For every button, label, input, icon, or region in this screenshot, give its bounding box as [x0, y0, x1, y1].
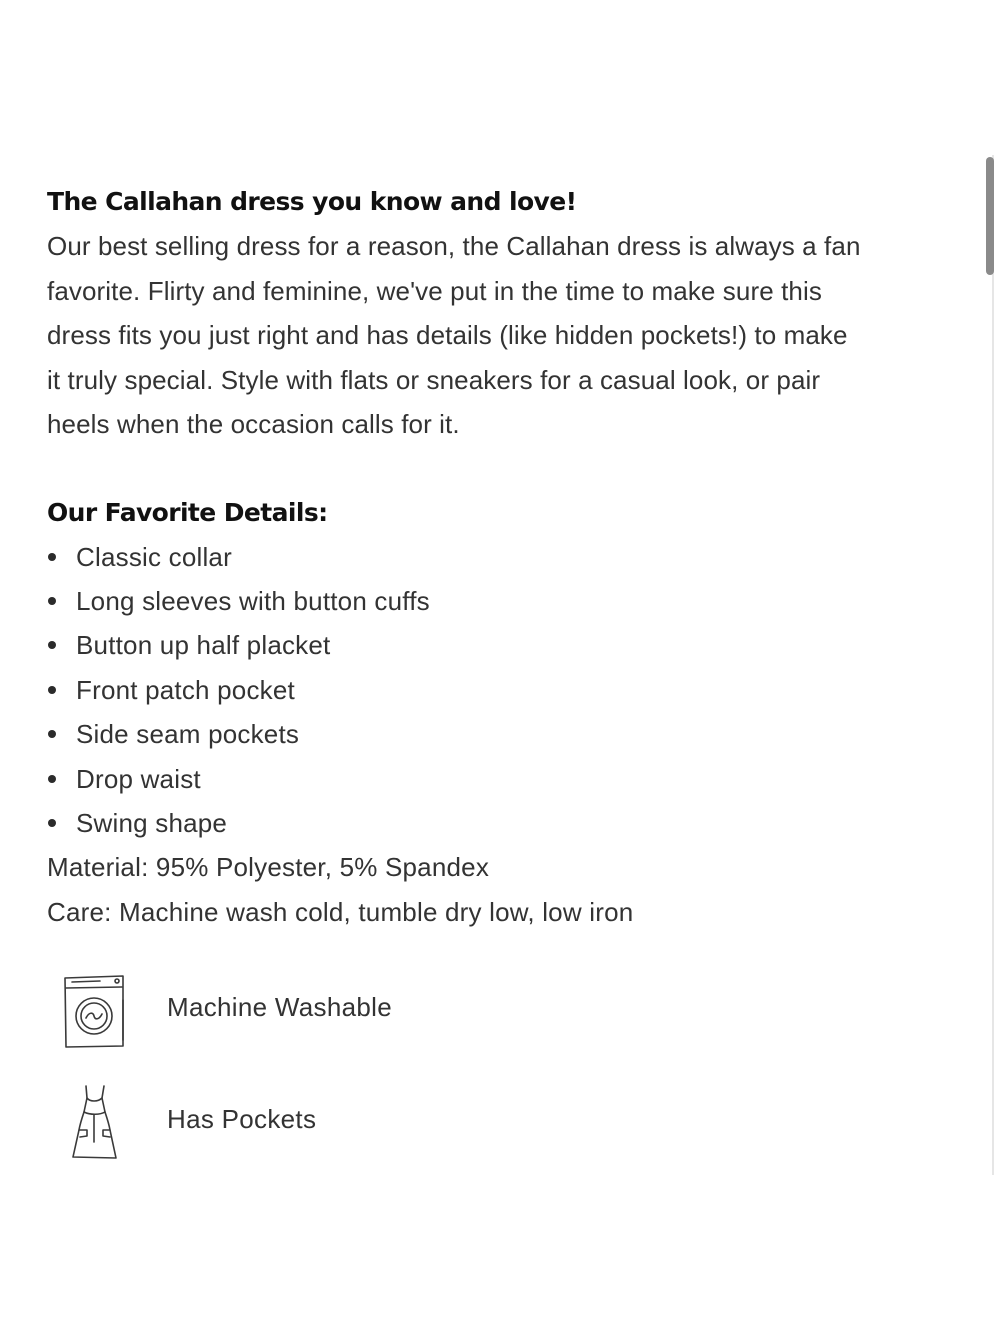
description-heading: The Callahan dress you know and love! — [47, 187, 577, 216]
scrollbar-track[interactable] — [992, 155, 994, 1175]
list-item — [47, 623, 967, 667]
scrollbar-thumb[interactable] — [986, 157, 994, 275]
feature-label: Machine Washable — [167, 992, 392, 1022]
list-item — [47, 579, 967, 623]
details-heading: Our Favorite Details: — [47, 497, 328, 527]
description-line: it truly special. Style with flats or sneakers for a casual look, or pair — [47, 364, 821, 395]
description-line: heels when the occasion calls for it. — [47, 409, 460, 439]
list-item-label: Side seam pockets — [76, 719, 300, 750]
bullet-icon — [48, 686, 56, 694]
feature-machine-washable — [60, 970, 392, 1050]
feature-label: Has Pockets — [167, 1104, 317, 1134]
washing-machine-icon — [60, 970, 130, 1050]
bullet-icon — [48, 775, 56, 783]
list-item — [47, 757, 967, 801]
product-description — [47, 180, 967, 934]
description-line: Our best selling dress for a reason, the Callahan dress is always a fan — [47, 231, 861, 261]
care-text: Care: Machine wash cold, tumble dry low, low iron — [47, 896, 634, 927]
list-item — [47, 668, 967, 712]
details-list — [47, 535, 967, 846]
description-line: favorite. Flirty and feminine, we've put in the time to make sure this — [47, 275, 822, 306]
feature-has-pockets — [60, 1082, 317, 1162]
bullet-icon — [48, 819, 56, 827]
list-item-label: Button up half placket — [76, 630, 331, 661]
material-text: Material: 95% Polyester, 5% Spandex — [47, 852, 490, 883]
bullet-icon — [48, 641, 56, 649]
list-item — [47, 712, 967, 756]
list-item — [47, 801, 967, 845]
bullet-icon — [48, 730, 56, 738]
description-paragraph — [47, 224, 967, 447]
list-item-label: Swing shape — [76, 807, 228, 838]
dress-pockets-icon — [60, 1082, 130, 1162]
list-item-label: Long sleeves with button cuffs — [76, 585, 430, 616]
list-item-label: Classic collar — [76, 541, 232, 572]
list-item — [47, 535, 967, 579]
list-item-label: Drop waist — [76, 763, 201, 794]
bullet-icon — [48, 553, 56, 561]
bullet-icon — [48, 597, 56, 605]
list-item-label: Front patch pocket — [76, 674, 295, 705]
description-line: dress fits you just right and has details (like hidden pockets!) to make — [47, 320, 848, 350]
